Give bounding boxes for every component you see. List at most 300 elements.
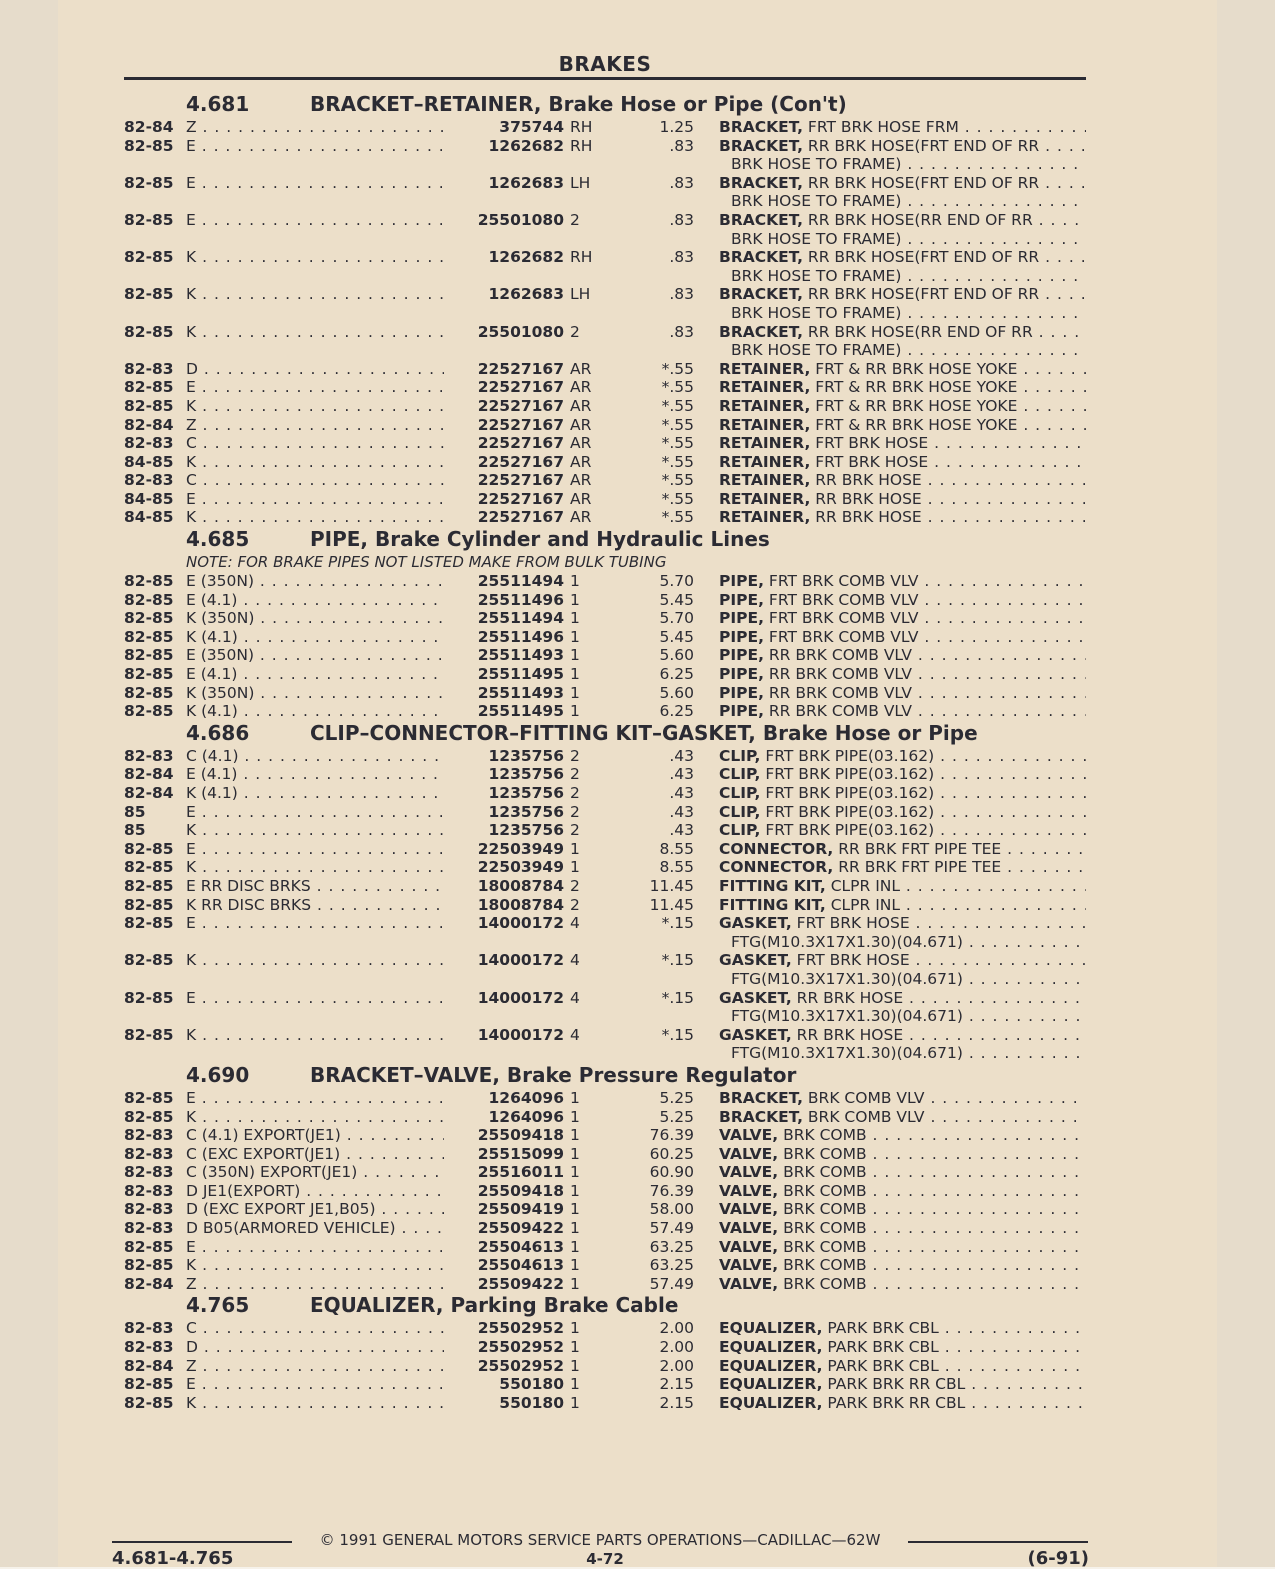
part-detail: RR BRK COMB VLV [768, 665, 912, 684]
part-row [124, 803, 1086, 822]
model-year: 82-85 [124, 173, 174, 192]
part-row [124, 1182, 1086, 1201]
part-name: GASKET, [719, 914, 792, 933]
part-description [719, 1089, 1086, 1108]
model-year: 82-85 [124, 876, 174, 895]
model-year: 82-85 [124, 858, 174, 877]
price: *.55 [661, 452, 694, 471]
model-year: 82-84 [124, 415, 174, 434]
model-code: K . . . [186, 951, 456, 970]
part-detail: PARK BRK CBL [827, 1338, 939, 1357]
part-name: GASKET, [719, 988, 792, 1007]
part-description [719, 434, 1086, 453]
part-description [719, 211, 1086, 230]
part-number: 25502952 [444, 1338, 564, 1357]
part-detail: BRK COMB [783, 1237, 867, 1256]
part-detail: PARK BRK CBL [827, 1319, 939, 1338]
part-description [719, 684, 1086, 703]
price: *.15 [661, 914, 694, 933]
part-name: PIPE, [719, 683, 764, 702]
price: 2.00 [659, 1356, 694, 1375]
part-number: 1262683 [444, 174, 564, 193]
part-number: 14000172 [444, 914, 564, 933]
part-description-cont: BRK HOSE TO FRAME) . . . [731, 341, 1086, 360]
quantity: AR [570, 508, 592, 527]
price: .43 [669, 821, 694, 840]
part-detail: BRK COMB [783, 1274, 867, 1293]
part-row [124, 285, 1086, 322]
part-name: CLIP, [719, 746, 761, 765]
model-year: 82-85 [124, 285, 174, 304]
part-row [124, 248, 1086, 285]
model-year: 82-85 [124, 396, 174, 415]
part-description [719, 989, 1086, 1008]
quantity: 1 [570, 1319, 580, 1338]
quantity: 1 [570, 627, 580, 646]
model-code: D B05(ARMORED VEHICLE) . . . [186, 1219, 456, 1238]
part-description [719, 609, 1086, 628]
part-detail: FRT BRK HOSE [815, 452, 929, 471]
part-name: BRACKET, [719, 322, 803, 341]
model-year: 82-85 [124, 951, 174, 970]
scan-margin-left [0, 0, 58, 1567]
model-code: E . . . [186, 1375, 456, 1394]
part-description [719, 1357, 1086, 1376]
quantity: AR [570, 359, 592, 378]
part-number: 1235756 [444, 765, 564, 784]
part-detail: FRT BRK HOSE [815, 434, 929, 453]
part-row [124, 1338, 1086, 1357]
part-number: 25511495 [444, 702, 564, 721]
price: *.55 [661, 415, 694, 434]
part-name: BRACKET, [719, 136, 803, 155]
part-description [719, 174, 1086, 193]
quantity: LH [570, 173, 591, 192]
model-code: K . . . [186, 508, 456, 527]
part-row [124, 1394, 1086, 1413]
footer-rule-right [908, 1541, 1088, 1543]
part-detail: RR BRK COMB VLV [768, 702, 912, 721]
quantity: 1 [570, 1088, 580, 1107]
part-description [719, 397, 1086, 416]
model-code: E . . . [186, 137, 456, 156]
part-description-cont: FTG(M10.3X17X1.30)(04.671) . . . [731, 933, 1086, 952]
part-detail: BRK COMB [783, 1256, 867, 1275]
part-detail: FRT & RR BRK HOSE YOKE [815, 396, 1018, 415]
part-description [719, 490, 1086, 509]
model-year: 82-85 [124, 1393, 174, 1412]
section-number: 4.681 [186, 92, 250, 116]
quantity: 4 [570, 988, 580, 1007]
quantity: 2 [570, 821, 580, 840]
part-detail: RR BRK COMB VLV [768, 646, 912, 665]
price: *.55 [661, 359, 694, 378]
part-detail: FRT BRK HOSE [796, 914, 910, 933]
part-row [124, 490, 1086, 509]
part-name: PIPE, [719, 609, 764, 628]
part-description [719, 1200, 1086, 1219]
model-year: 84-85 [124, 489, 174, 508]
part-detail: PARK BRK RR CBL [827, 1393, 966, 1412]
part-description [719, 914, 1086, 933]
quantity: 4 [570, 951, 580, 970]
title-rule [124, 77, 1086, 80]
price: *.15 [661, 1025, 694, 1044]
part-row [124, 1163, 1086, 1182]
part-number: 25504613 [444, 1256, 564, 1275]
part-name: VALVE, [719, 1181, 779, 1200]
model-code: K . . . [186, 1026, 456, 1045]
part-row [124, 784, 1086, 803]
model-code: K (4.1) . . . [186, 702, 456, 721]
part-row [124, 118, 1086, 137]
part-description [719, 877, 1086, 896]
price: .43 [669, 765, 694, 784]
section-header [124, 92, 1086, 118]
part-detail: FRT BRK PIPE(03.162) [765, 784, 935, 802]
footer-date-code: (6-91) [1027, 1548, 1089, 1569]
price: .83 [669, 248, 694, 267]
model-code: K . . . [186, 397, 456, 416]
part-row [124, 896, 1086, 915]
part-number: 22527167 [444, 360, 564, 379]
model-code: E . . . [186, 174, 456, 193]
part-number: 25509418 [444, 1126, 564, 1145]
price: 6.25 [659, 665, 694, 684]
quantity: 2 [570, 784, 580, 802]
model-code: E . . . [186, 914, 456, 933]
model-year: 82-84 [124, 118, 174, 136]
part-row [124, 747, 1086, 766]
price: 11.45 [649, 876, 694, 895]
model-code: E . . . [186, 378, 456, 397]
part-row [124, 1375, 1086, 1394]
section-title: PIPE, Brake Cylinder and Hydraulic Lines [310, 527, 770, 552]
parts-listing [124, 92, 1086, 1412]
model-year: 82-85 [124, 1256, 174, 1275]
part-row [124, 858, 1086, 877]
part-detail: FRT BRK HOSE FRM [807, 118, 959, 136]
part-description [719, 1238, 1086, 1257]
part-name: RETAINER, [719, 508, 811, 527]
part-description [719, 471, 1086, 490]
part-name: CLIP, [719, 784, 761, 802]
quantity: AR [570, 434, 592, 453]
quantity: AR [570, 489, 592, 508]
part-description [719, 1394, 1086, 1413]
part-description [719, 360, 1086, 379]
price: .43 [669, 802, 694, 821]
part-number: 25504613 [444, 1238, 564, 1257]
model-code: Z . . . [186, 118, 456, 137]
quantity: 2 [570, 765, 580, 784]
model-code: K RR DISC BRKS . . . [186, 896, 456, 915]
part-row [124, 174, 1086, 211]
part-number: 25511496 [444, 591, 564, 610]
part-description [719, 137, 1086, 156]
quantity: AR [570, 378, 592, 397]
part-detail: RR BRK HOSE(FRT END OF RR [807, 136, 1040, 155]
part-number: 1262683 [444, 285, 564, 304]
part-name: VALVE, [719, 1144, 779, 1163]
part-row [124, 628, 1086, 647]
part-name: PIPE, [719, 646, 764, 665]
part-number: 1262682 [444, 248, 564, 267]
model-year: 82-83 [124, 1126, 174, 1145]
price: .83 [669, 322, 694, 341]
part-row [124, 914, 1086, 951]
part-row [124, 360, 1086, 379]
part-number: 25509418 [444, 1182, 564, 1201]
part-name: CONNECTOR, [719, 839, 834, 858]
part-detail: BRK COMB [783, 1200, 867, 1219]
quantity: 2 [570, 210, 580, 229]
part-description [719, 248, 1086, 267]
price: 63.25 [649, 1256, 694, 1275]
model-year: 82-85 [124, 914, 174, 933]
quantity: 4 [570, 914, 580, 933]
part-description [719, 628, 1086, 647]
part-name: BRACKET, [719, 210, 803, 229]
part-detail: BRK COMB VLV [807, 1107, 925, 1126]
part-number: 25511494 [444, 609, 564, 628]
part-row [124, 137, 1086, 174]
part-row [124, 434, 1086, 453]
part-name: BRACKET, [719, 1088, 803, 1107]
part-row [124, 378, 1086, 397]
part-number: 25515099 [444, 1145, 564, 1164]
part-number: 25509422 [444, 1219, 564, 1238]
part-detail: RR BRK HOSE(RR END OF RR [807, 210, 1033, 229]
model-year: 82-84 [124, 784, 174, 802]
model-year: 82-85 [124, 1107, 174, 1126]
price: *.55 [661, 434, 694, 453]
part-number: 22527167 [444, 416, 564, 435]
part-detail: RR BRK FRT PIPE TEE [838, 858, 1002, 877]
part-detail: BRK COMB [783, 1126, 867, 1145]
quantity: 1 [570, 590, 580, 609]
part-name: PIPE, [719, 572, 764, 591]
model-code: K (4.1) . . . [186, 784, 456, 803]
part-name: EQUALIZER, [719, 1356, 823, 1375]
model-year: 82-85 [124, 590, 174, 609]
model-code: K . . . [186, 821, 456, 840]
part-name: VALVE, [719, 1237, 779, 1256]
part-name: FITTING KIT, [719, 895, 826, 914]
quantity: 2 [570, 746, 580, 765]
part-description [719, 323, 1086, 342]
quantity: 2 [570, 895, 580, 914]
part-detail: FRT BRK HOSE [796, 951, 910, 970]
model-code: E . . . [186, 803, 456, 822]
part-name: EQUALIZER, [719, 1375, 823, 1394]
model-year: 82-84 [124, 1274, 174, 1293]
part-row [124, 1357, 1086, 1376]
quantity: 1 [570, 1200, 580, 1219]
part-row [124, 1200, 1086, 1219]
part-row [124, 1026, 1086, 1063]
part-description [719, 285, 1086, 304]
part-description [719, 665, 1086, 684]
part-row [124, 1126, 1086, 1145]
part-number: 22527167 [444, 471, 564, 490]
part-row [124, 1238, 1086, 1257]
part-row [124, 877, 1086, 896]
model-code: Z . . . [186, 416, 456, 435]
quantity: 4 [570, 1025, 580, 1044]
part-row [124, 1089, 1086, 1108]
part-number: 14000172 [444, 951, 564, 970]
price: .43 [669, 784, 694, 802]
part-number: 1235756 [444, 747, 564, 766]
part-number: 22527167 [444, 378, 564, 397]
section-title: CLIP–CONNECTOR–FITTING KIT–GASKET, Brake Hose or Pipe [310, 720, 978, 745]
quantity: RH [570, 118, 593, 136]
model-code: K (350N) . . . [186, 684, 456, 703]
model-code: K . . . [186, 285, 456, 304]
price: 60.90 [649, 1163, 694, 1182]
model-year: 85 [124, 821, 146, 840]
model-year: 82-83 [124, 1200, 174, 1219]
part-detail: PARK BRK RR CBL [827, 1375, 966, 1394]
part-number: 375744 [444, 118, 564, 137]
quantity: 1 [570, 1107, 580, 1126]
model-code: Z . . . [186, 1275, 456, 1294]
part-detail: RR BRK COMB VLV [768, 683, 912, 702]
price: 5.45 [659, 627, 694, 646]
part-description [719, 858, 1086, 877]
part-description [719, 508, 1086, 527]
model-code: D JE1(EXPORT) . . . [186, 1182, 456, 1201]
model-year: 82-83 [124, 1338, 174, 1357]
part-row [124, 1256, 1086, 1275]
model-year: 84-85 [124, 508, 174, 527]
price: 2.00 [659, 1319, 694, 1338]
part-description [719, 591, 1086, 610]
part-description [719, 765, 1086, 784]
model-code: K . . . [186, 858, 456, 877]
part-name: RETAINER, [719, 471, 811, 490]
part-number: 1235756 [444, 821, 564, 840]
model-code: E (4.1) . . . [186, 765, 456, 784]
price: 57.49 [649, 1274, 694, 1293]
part-detail: FRT BRK PIPE(03.162) [765, 802, 935, 821]
price: *.55 [661, 508, 694, 527]
model-year: 82-85 [124, 572, 174, 591]
part-number: 25502952 [444, 1319, 564, 1338]
model-code: K (4.1) . . . [186, 628, 456, 647]
quantity: LH [570, 285, 591, 304]
part-number: 22527167 [444, 434, 564, 453]
section-header [124, 527, 1086, 553]
part-detail: BRK COMB [783, 1219, 867, 1238]
part-description [719, 747, 1086, 766]
part-number: 550180 [444, 1375, 564, 1394]
quantity: 1 [570, 702, 580, 721]
quantity: 1 [570, 858, 580, 877]
part-name: BRACKET, [719, 285, 803, 304]
model-year: 82-83 [124, 1219, 174, 1238]
part-description [719, 951, 1086, 970]
price: 5.70 [659, 572, 694, 591]
quantity: 1 [570, 1256, 580, 1275]
model-year: 82-83 [124, 746, 174, 765]
part-number: 14000172 [444, 1026, 564, 1045]
part-detail: FRT BRK PIPE(03.162) [765, 765, 935, 784]
part-number: 25509422 [444, 1275, 564, 1294]
model-year: 84-85 [124, 452, 174, 471]
part-description [719, 1108, 1086, 1127]
part-detail: CLPR INL [830, 895, 900, 914]
model-code: E (4.1) . . . [186, 665, 456, 684]
price: 2.00 [659, 1338, 694, 1357]
price: 5.25 [659, 1107, 694, 1126]
model-code: E RR DISC BRKS . . . [186, 877, 456, 896]
part-name: GASKET, [719, 1025, 792, 1044]
model-code: E . . . [186, 211, 456, 230]
model-code: C (4.1) . . . [186, 747, 456, 766]
quantity: AR [570, 396, 592, 415]
part-name: EQUALIZER, [719, 1393, 823, 1412]
part-description-cont: BRK HOSE TO FRAME) . . . [731, 230, 1086, 249]
model-code: K . . . [186, 323, 456, 342]
section-header [124, 721, 1086, 747]
part-row [124, 471, 1086, 490]
price: 5.45 [659, 590, 694, 609]
part-description [719, 1026, 1086, 1045]
part-description-cont: BRK HOSE TO FRAME) . . . [731, 304, 1086, 323]
part-name: VALVE, [719, 1274, 779, 1293]
part-name: CLIP, [719, 765, 761, 784]
part-detail: RR BRK HOSE [815, 471, 922, 490]
model-year: 82-84 [124, 765, 174, 784]
quantity: 1 [570, 609, 580, 628]
part-name: VALVE, [719, 1200, 779, 1219]
part-number: 18008784 [444, 877, 564, 896]
part-row [124, 951, 1086, 988]
model-year: 82-85 [124, 683, 174, 702]
part-row [124, 453, 1086, 472]
part-name: CONNECTOR, [719, 858, 834, 877]
quantity: 1 [570, 1375, 580, 1394]
quantity: 1 [570, 839, 580, 858]
price: *.55 [661, 471, 694, 490]
model-year: 82-83 [124, 471, 174, 490]
part-number: 25511495 [444, 665, 564, 684]
part-detail: RR BRK HOSE [796, 1025, 904, 1044]
part-name: EQUALIZER, [719, 1319, 823, 1338]
price: *.55 [661, 489, 694, 508]
part-row [124, 840, 1086, 859]
model-year: 82-85 [124, 1025, 174, 1044]
part-description [719, 453, 1086, 472]
part-name: RETAINER, [719, 489, 811, 508]
model-code: Z . . . [186, 1357, 456, 1376]
part-number: 1262682 [444, 137, 564, 156]
part-description [719, 1338, 1086, 1357]
model-code: C . . . [186, 1319, 456, 1338]
model-year: 82-85 [124, 839, 174, 858]
part-number: 550180 [444, 1394, 564, 1413]
quantity: 1 [570, 1126, 580, 1145]
part-number: 22527167 [444, 490, 564, 509]
model-year: 82-85 [124, 646, 174, 665]
section-number: 4.685 [186, 527, 250, 552]
part-name: VALVE, [719, 1219, 779, 1238]
part-number: 18008784 [444, 896, 564, 915]
price: 11.45 [649, 895, 694, 914]
part-name: RETAINER, [719, 378, 811, 397]
